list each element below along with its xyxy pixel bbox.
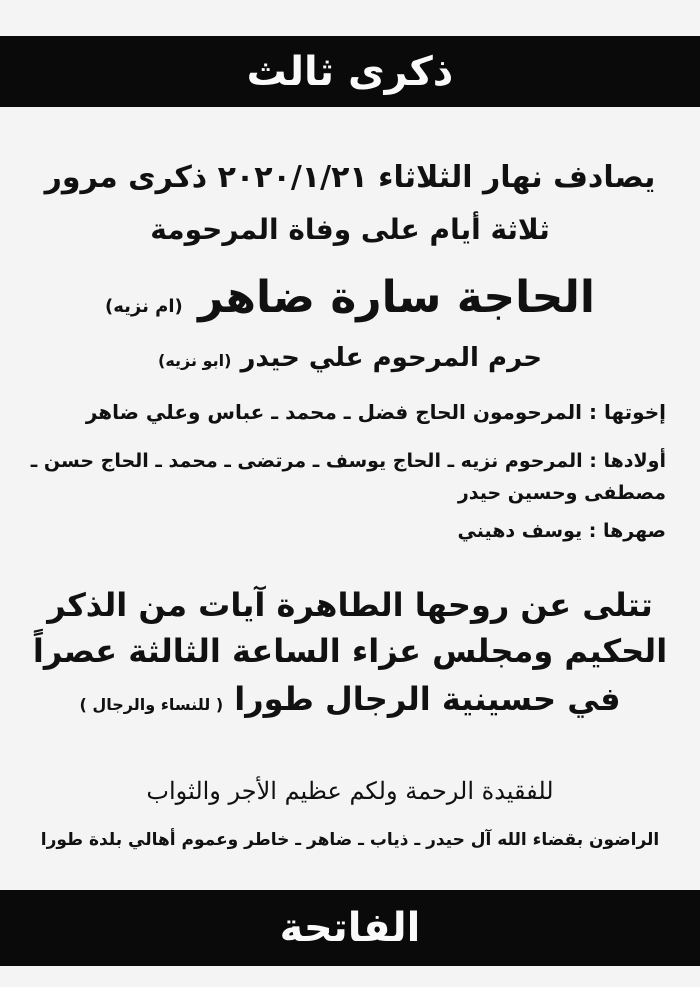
spouse-name: حرم المرحوم علي حيدر xyxy=(240,343,542,373)
spouse-nickname: (ابو نزيه) xyxy=(158,351,232,370)
ceremony-line-3: في حسينية الرجال طورا xyxy=(234,680,621,718)
children-line-1: أولادها : المرحوم نزيه ـ الحاج يوسف ـ مرتضى ـ محمد ـ الحاج حسن ـ xyxy=(30,450,666,472)
ceremony-line-3-note: ( للنساء والرجال ) xyxy=(79,695,224,714)
intro-line-1: يصادف نهار الثلاثاء ٢٠٢٠/١/٢١ ذكرى مرور xyxy=(44,160,656,195)
spouse-row xyxy=(0,343,700,373)
footer-title: الفاتحة xyxy=(279,905,421,951)
ceremony-line-2: الحكيم ومجلس عزاء الساعة الثالثة عصراً xyxy=(32,632,668,670)
ceremony-line-3-row xyxy=(0,680,700,718)
children-line-2: مصطفى وحسين حيدر xyxy=(457,482,666,504)
deceased-name-row xyxy=(0,272,700,323)
closing-prayer: للفقيدة الرحمة ولكم عظيم الأجر والثواب xyxy=(146,777,554,805)
mourners-line: الراضون بقضاء الله آل حيدر ـ ذياب ـ ضاهر ـ خاطر وعموم أهالي بلدة طورا xyxy=(40,830,660,850)
deceased-nickname: (ام نزيه) xyxy=(105,296,183,317)
son-in-law-line: صهرها : يوسف دهيني xyxy=(457,520,666,542)
ceremony-line-1: تتلى عن روحها الطاهرة آيات من الذكر xyxy=(47,586,653,624)
header-banner xyxy=(0,36,700,107)
header-title: ذكرى ثالث xyxy=(246,48,454,95)
deceased-name: الحاجة سارة ضاهر xyxy=(198,272,595,323)
siblings-line: إخوتها : المرحومون الحاج فضل ـ محمد ـ عباس وعلي ضاهر xyxy=(85,400,666,424)
intro-line-2: ثلاثة أيام على وفاة المرحومة xyxy=(150,213,550,246)
footer-banner xyxy=(0,890,700,966)
